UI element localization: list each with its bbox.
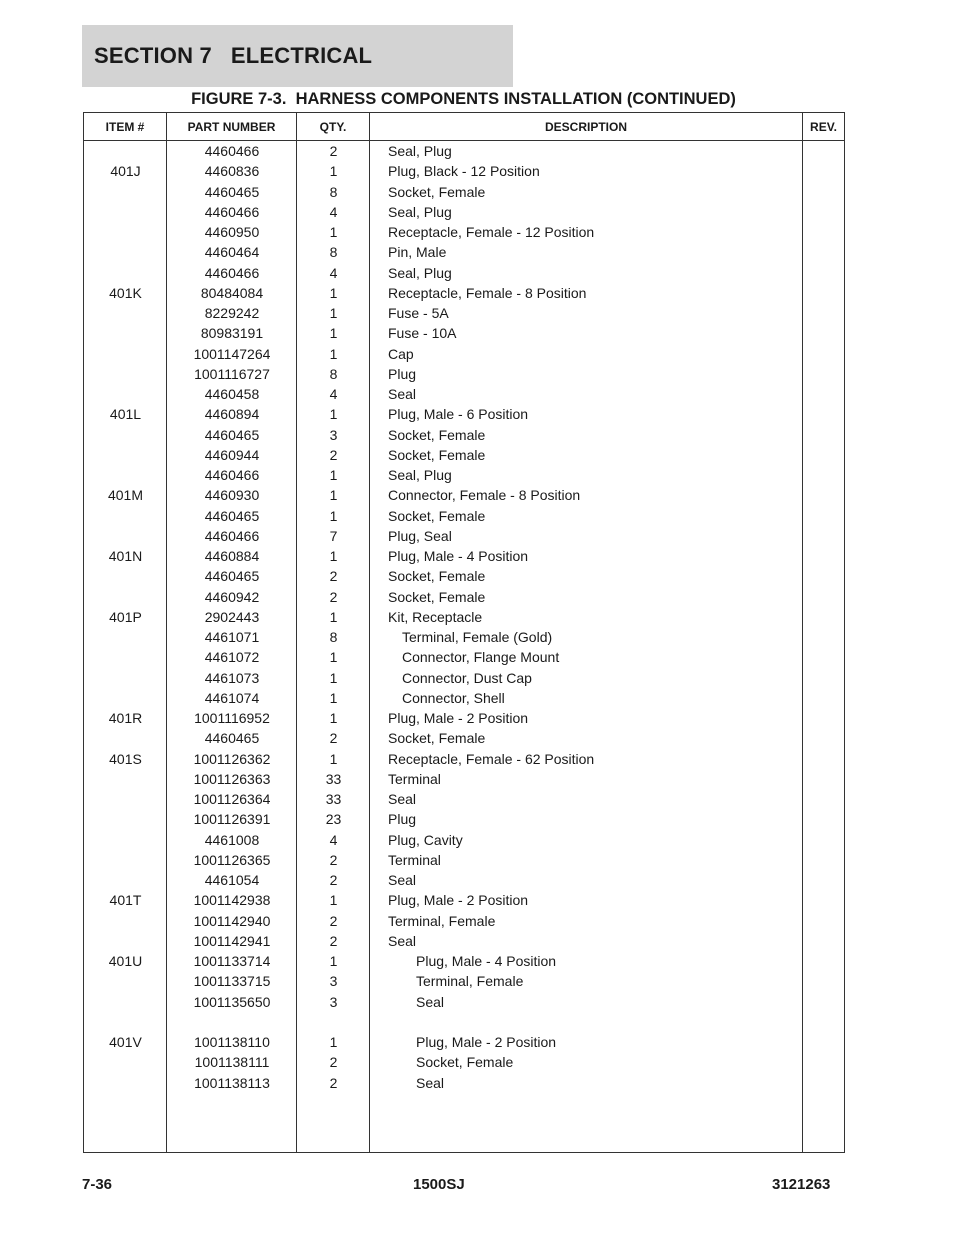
part-number-cell: 1001126365: [193, 851, 271, 868]
qty-cell: 1: [329, 163, 338, 180]
item-cell: 401U: [108, 953, 143, 969]
table-row: [84, 850, 844, 870]
description-cell: Socket, Female: [388, 446, 486, 463]
table-row: [84, 647, 844, 667]
header-part-number: PART NUMBER: [187, 119, 276, 134]
description-cell: Socket, Female: [388, 507, 486, 524]
description-cell: Plug, Seal: [388, 527, 452, 544]
qty-cell: 1: [329, 689, 338, 706]
qty-cell: 1: [329, 406, 338, 423]
qty-cell: 3: [329, 426, 338, 443]
description-cell: Seal, Plug: [388, 264, 452, 281]
qty-cell: 1: [329, 305, 338, 321]
qty-cell: 8: [329, 365, 338, 382]
qty-cell: 3: [329, 973, 338, 990]
table-row: [84, 627, 844, 647]
table-row: [84, 971, 844, 991]
qty-cell: 1: [329, 1034, 338, 1050]
qty-cell: 1: [329, 892, 338, 909]
figure-title: FIGURE 7-3. HARNESS COMPONENTS INSTALLATION (CONTINUED): [191, 90, 736, 108]
table-row: [84, 182, 844, 202]
description-cell: Receptacle, Female - 62 Position: [388, 750, 595, 767]
page-number: 7-36: [82, 1176, 113, 1193]
qty-cell: 1: [329, 953, 338, 969]
table-row: [84, 607, 844, 627]
table-row: [84, 404, 844, 424]
qty-cell: 2: [329, 932, 338, 949]
description-cell: Seal, Plug: [388, 467, 452, 483]
part-number-cell: 4460944: [204, 446, 260, 463]
part-number-cell: 4460836: [204, 163, 260, 180]
item-cell: 401S: [109, 750, 142, 767]
part-number-cell: 4460464: [204, 244, 260, 261]
qty-cell: 3: [329, 993, 338, 1010]
part-number-cell: 4461008: [204, 831, 260, 848]
table-row: [84, 809, 844, 829]
part-number-cell: 1001147264: [193, 345, 271, 362]
description-cell: Plug: [388, 811, 417, 828]
qty-cell: 1: [329, 507, 338, 524]
description-cell: Seal: [388, 791, 417, 807]
qty-cell: 2: [329, 588, 338, 605]
document-number: 3121263: [772, 1176, 831, 1193]
qty-cell: 2: [329, 730, 338, 747]
table-row: [84, 222, 844, 242]
table-row: [84, 425, 844, 445]
section-header: [82, 25, 513, 87]
qty-cell: 4: [329, 203, 338, 220]
qty-cell: 1: [329, 669, 338, 686]
qty-cell: 1: [329, 467, 338, 483]
part-number-cell: 4460465: [204, 730, 260, 747]
table-row: [84, 911, 844, 931]
table-row: [84, 728, 844, 748]
qty-cell: 1: [329, 284, 338, 301]
qty-cell: 2: [329, 872, 338, 888]
table-row: [84, 303, 844, 323]
section-title: SECTION 7 ELECTRICAL: [94, 43, 373, 68]
part-number-cell: 4460466: [204, 527, 260, 544]
item-cell: 401T: [109, 892, 142, 909]
part-number-cell: 1001133714: [193, 953, 271, 969]
part-number-cell: 4461071: [204, 629, 260, 645]
description-cell: Terminal, Female (Gold): [402, 629, 553, 645]
part-number-cell: 4461073: [204, 669, 260, 686]
header-qty: QTY.: [319, 119, 347, 134]
table-row: [84, 202, 844, 222]
qty-cell: 4: [329, 831, 338, 848]
description-cell: Fuse - 5A: [388, 305, 449, 321]
description-cell: Socket, Female: [388, 730, 486, 747]
table-row: [84, 384, 844, 404]
description-cell: Seal: [388, 932, 417, 949]
part-number-cell: 4460942: [204, 588, 260, 605]
part-number-cell: 80983191: [200, 325, 264, 342]
table-row: [84, 1032, 844, 1052]
table-row: [84, 1073, 844, 1093]
table-body: [84, 141, 844, 1093]
description-cell: Connector, Flange Mount: [402, 649, 560, 666]
part-number-cell: 8229242: [204, 305, 260, 321]
part-number-cell: 1001142938: [193, 892, 271, 909]
qty-cell: 8: [329, 183, 338, 200]
item-cell: 401N: [108, 548, 143, 564]
table-row: [84, 263, 844, 283]
header-rev: REV.: [810, 119, 837, 134]
description-cell: Plug, Male - 6 Position: [388, 406, 529, 423]
part-number-cell: 4460466: [204, 203, 260, 220]
table-row: [84, 668, 844, 688]
table-row: [84, 141, 844, 161]
table-row: [84, 161, 844, 181]
header-item: ITEM #: [105, 119, 145, 134]
table-row: [84, 1052, 844, 1072]
qty-cell: 1: [329, 325, 338, 342]
qty-cell: 2: [329, 912, 338, 929]
item-cell: 401V: [109, 1034, 142, 1050]
qty-cell: 7: [329, 527, 338, 544]
table-row: [84, 546, 844, 566]
table-row: [84, 769, 844, 789]
item-cell: 401P: [109, 608, 142, 625]
table-row: [84, 951, 844, 971]
table-row: [84, 465, 844, 485]
description-cell: Socket, Female: [388, 568, 486, 585]
part-number-cell: 1001116952: [194, 710, 270, 726]
description-cell: Seal, Plug: [388, 203, 452, 220]
description-cell: Seal: [416, 1074, 445, 1091]
description-cell: Terminal, Female: [388, 912, 496, 929]
description-cell: Seal, Plug: [388, 143, 452, 159]
qty-cell: 2: [329, 568, 338, 585]
description-cell: Plug, Male - 2 Position: [416, 1034, 557, 1050]
qty-cell: 1: [329, 548, 338, 564]
description-cell: Socket, Female: [388, 426, 486, 443]
description-cell: Connector, Female - 8 Position: [388, 487, 581, 504]
part-number-cell: 4461054: [204, 872, 260, 888]
qty-cell: 33: [325, 791, 342, 807]
table-row: [84, 587, 844, 607]
item-cell: 401K: [109, 284, 142, 301]
part-number-cell: 4460950: [204, 224, 260, 240]
table-row: [84, 1012, 844, 1032]
part-number-cell: 1001142941: [193, 932, 271, 949]
table-row: [84, 890, 844, 910]
part-number-cell: 1001135650: [193, 993, 271, 1010]
description-cell: Plug, Male - 4 Position: [388, 548, 529, 564]
part-number-cell: 1001138111: [194, 1054, 270, 1071]
qty-cell: 1: [329, 608, 338, 625]
table-row: [84, 283, 844, 303]
description-cell: Socket, Female: [388, 183, 486, 200]
description-cell: Fuse - 10A: [388, 325, 457, 342]
qty-cell: 2: [329, 1074, 338, 1091]
table-row: [84, 344, 844, 364]
qty-cell: 1: [329, 649, 338, 666]
part-number-cell: 1001126364: [193, 791, 271, 807]
part-number-cell: 1001133715: [193, 973, 271, 990]
qty-cell: 1: [329, 345, 338, 362]
part-number-cell: 4460458: [204, 386, 260, 402]
description-cell: Terminal: [388, 851, 441, 868]
part-number-cell: 4461072: [204, 649, 260, 666]
table-row: [84, 992, 844, 1012]
table-row: [84, 364, 844, 384]
qty-cell: 1: [329, 224, 338, 240]
description-cell: Plug, Cavity: [388, 831, 463, 848]
part-number-cell: 1001126391: [193, 811, 271, 828]
part-number-cell: 1001142940: [193, 912, 271, 929]
table-row: [84, 323, 844, 343]
qty-cell: 1: [329, 710, 338, 726]
description-cell: Connector, Shell: [402, 689, 505, 706]
model-number: 1500SJ: [413, 1176, 465, 1193]
description-cell: Seal: [416, 993, 445, 1010]
item-cell: 401L: [109, 406, 142, 423]
part-number-cell: 4460466: [204, 143, 260, 159]
description-cell: Plug, Male - 2 Position: [388, 710, 529, 726]
description-cell: Plug: [388, 365, 417, 382]
table-row: [84, 931, 844, 951]
table-row: [84, 485, 844, 505]
part-number-cell: 1001126362: [193, 750, 271, 767]
part-number-cell: 1001138110: [194, 1034, 270, 1050]
description-cell: Cap: [388, 345, 414, 362]
table-row: [84, 830, 844, 850]
description-cell: Terminal, Female: [416, 973, 524, 990]
part-number-cell: 1001126363: [193, 770, 271, 787]
qty-cell: 4: [329, 264, 338, 281]
part-number-cell: 80484084: [200, 284, 264, 301]
description-cell: Pin, Male: [388, 244, 447, 261]
item-cell: 401M: [107, 487, 144, 504]
description-cell: Receptacle, Female - 8 Position: [388, 284, 587, 301]
qty-cell: 2: [329, 446, 338, 463]
part-number-cell: 4460465: [204, 568, 260, 585]
part-number-cell: 4460894: [204, 406, 260, 423]
part-number-cell: 4460465: [204, 426, 260, 443]
qty-cell: 1: [329, 487, 338, 504]
part-number-cell: 4460930: [204, 487, 260, 504]
part-number-cell: 4460465: [204, 507, 260, 524]
qty-cell: 4: [329, 386, 338, 402]
description-cell: Terminal: [388, 770, 441, 787]
table-row: [84, 566, 844, 586]
qty-cell: 2: [329, 143, 338, 159]
description-cell: Receptacle, Female - 12 Position: [388, 224, 595, 240]
parts-table: [83, 112, 845, 1153]
table-row: [84, 445, 844, 465]
item-cell: 401R: [108, 710, 143, 726]
table-row: [84, 506, 844, 526]
qty-cell: 33: [325, 770, 342, 787]
part-number-cell: 4461074: [204, 689, 260, 706]
table-row: [84, 242, 844, 262]
qty-cell: 8: [329, 629, 338, 645]
table-row: [84, 526, 844, 546]
part-number-cell: 4460465: [204, 183, 260, 200]
qty-cell: 2: [329, 1054, 338, 1071]
item-cell: 401J: [110, 163, 141, 180]
part-number-cell: 1001138113: [194, 1074, 270, 1091]
part-number-cell: 1001116727: [194, 365, 270, 382]
qty-cell: 23: [325, 811, 342, 828]
description-cell: Plug, Black - 12 Position: [388, 163, 540, 180]
description-cell: Socket, Female: [416, 1054, 514, 1071]
part-number-cell: 4460884: [204, 548, 260, 564]
description-cell: Socket, Female: [388, 588, 486, 605]
description-cell: Connector, Dust Cap: [402, 669, 532, 686]
qty-cell: 2: [329, 851, 338, 868]
table-row: [84, 688, 844, 708]
description-cell: Kit, Receptacle: [388, 608, 483, 625]
qty-cell: 8: [329, 244, 338, 261]
table-row: [84, 708, 844, 728]
table-row: [84, 789, 844, 809]
part-number-cell: 4460466: [204, 264, 260, 281]
part-number-cell: 4460466: [204, 467, 260, 483]
header-description: DESCRIPTION: [544, 119, 627, 134]
table-row: [84, 749, 844, 769]
description-cell: Plug, Male - 2 Position: [388, 892, 529, 909]
description-cell: Plug, Male - 4 Position: [416, 953, 557, 969]
description-cell: Seal: [388, 386, 417, 402]
part-number-cell: 2902443: [204, 608, 260, 625]
description-cell: Seal: [388, 872, 417, 888]
qty-cell: 1: [329, 750, 338, 767]
table-row: [84, 870, 844, 890]
